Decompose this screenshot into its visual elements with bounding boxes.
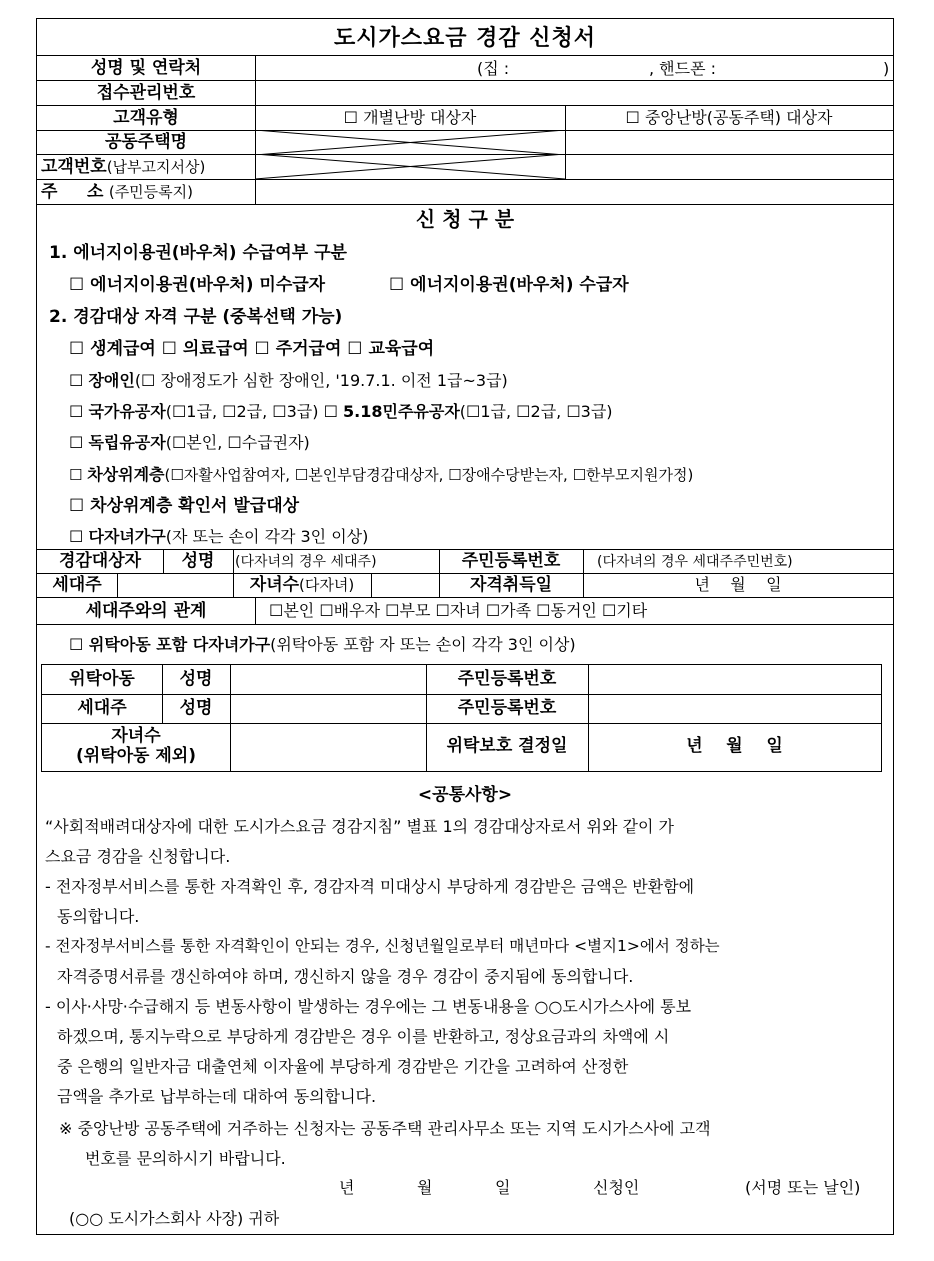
qualified-date-field[interactable]: 년 월 일 xyxy=(694,575,782,594)
common-p1-line2: 스요금 경감을 신청합니다. xyxy=(45,847,231,866)
foster-child-rrn-label: 주민등록번호 xyxy=(457,669,557,689)
relation-label: 세대주와의 관계 xyxy=(85,601,207,621)
voucher-heading: 1. 에너지이용권(바우처) 수급여부 구분 xyxy=(49,243,347,263)
veteran-option[interactable]: ☐ 국가유공자(☐1급, ☐2급, ☐3급) ☐ 5.18민주유공자(☐1급, ☐2급, ☐3급) xyxy=(69,402,613,421)
individual-heating-option[interactable]: ☐ 개별난방 대상자 xyxy=(343,108,477,127)
householder-label: 세대주 xyxy=(52,575,102,595)
note-line2: 번호를 문의하시기 바랍니다. xyxy=(85,1149,286,1168)
near-poor-cert-option[interactable]: ☐ 차상위계층 확인서 발급대상 xyxy=(69,496,300,516)
apartment-name-label: 공동주택명 xyxy=(104,132,188,152)
customer-no-label: 고객번호(납부고지서상) xyxy=(41,157,206,177)
disabled-option[interactable]: ☐ 장애인(☐ 장애정도가 심한 장애인, '19.7.1. 이전 1급~3급) xyxy=(69,371,508,390)
crossed-out-cell xyxy=(255,130,565,155)
addressee: (○○ 도시가스회사 사장) 귀하 xyxy=(69,1209,280,1228)
target-label: 경감대상자 xyxy=(58,551,142,571)
mobile-phone-field[interactable]: , 핸드폰 : xyxy=(649,59,717,78)
foster-table xyxy=(41,664,882,772)
foster-child-label: 위탁아동 xyxy=(69,669,135,689)
multichild-option[interactable]: ☐ 다자녀가구(자 또는 손이 각각 3인 이상) xyxy=(69,527,369,546)
applicant-label: 신청인 xyxy=(593,1178,640,1197)
sign-day: 일 xyxy=(495,1178,511,1197)
common-p3-line1: - 전자정부서비스를 통한 자격확인이 안되는 경우, 신청년월일로부터 매년마다 <별지1>에서 정하는 xyxy=(45,937,720,955)
voucher-non-recipient-option[interactable]: ☐ 에너지이용권(바우처) 미수급자 xyxy=(69,275,326,295)
central-heating-option[interactable]: ☐ 중앙난방(공동주택) 대상자 xyxy=(625,108,833,127)
common-p4-line2: 하겠으며, 통지누락으로 부당하게 경감받은 경우 이를 반환하고, 정상요금과의 차액에 시 xyxy=(57,1027,670,1046)
application-form xyxy=(36,18,894,1235)
common-p2-line1: - 전자정부서비스를 통한 자격확인 후, 경감자격 미대상시 부당하게 경감받은 금액은 반환함에 xyxy=(45,877,695,896)
relation-options[interactable]: ☐본인 ☐배우자 ☐부모 ☐자녀 ☐가족 ☐동거인 ☐기타 xyxy=(269,601,648,620)
signature-field[interactable]: (서명 또는 날인) xyxy=(745,1178,861,1197)
common-p4-line4: 금액을 추가로 납부하는데 대하여 동의합니다. xyxy=(57,1087,377,1106)
name-hint: (다자녀의 경우 세대주) xyxy=(235,554,377,570)
independence-option[interactable]: ☐ 독립유공자(☐본인, ☐수급권자) xyxy=(69,433,310,452)
decision-date-field[interactable]: 년 월 일 xyxy=(686,736,783,756)
foster-householder-label: 세대주 xyxy=(77,698,127,718)
foster-multichild-option[interactable]: ☐ 위탁아동 포함 다자녀가구(위탁아동 포함 자 또는 손이 각각 3인 이상) xyxy=(69,635,576,654)
foster-child-name-label: 성명 xyxy=(179,669,213,689)
crossed-out-cell xyxy=(255,154,565,179)
contact-close-paren: ) xyxy=(883,59,890,78)
name-label: 성명 xyxy=(181,551,215,571)
name-contact-label: 성명 및 연락처 xyxy=(90,58,202,78)
section-title: 신 청 구 분 xyxy=(415,207,515,231)
foster-householder-name-label: 성명 xyxy=(179,698,213,718)
common-heading: <공통사항> xyxy=(417,785,513,805)
benefit-options[interactable]: ☐ 생계급여 ☐ 의료급여 ☐ 주거급여 ☐ 교육급여 xyxy=(69,339,435,359)
near-poor-option[interactable]: ☐ 차상위계층(☐자활사업참여자, ☐본인부담경감대상자, ☐장애수당받는자, ☐한부모지원가정) xyxy=(69,465,694,484)
common-p3-line2: 자격증명서류를 갱신하여야 하며, 갱신하지 않을 경우 경감이 중지됨에 동의합니다. xyxy=(57,967,634,986)
common-p2-line2: 동의합니다. xyxy=(57,907,140,926)
foster-count-label-2: (위탁아동 제외) xyxy=(76,746,196,766)
home-phone-field[interactable]: (집 : xyxy=(477,59,510,78)
rrn-label: 주민등록번호 xyxy=(461,551,561,571)
qualified-date-label: 자격취득일 xyxy=(469,575,553,595)
common-p4-line1: - 이사·사망·수급해지 등 변동사항이 발생하는 경우에는 그 변동내용을 ○○도시가스사에 통보 xyxy=(45,997,692,1016)
receipt-no-label: 접수관리번호 xyxy=(96,83,196,103)
form-title: 도시가스요금 경감 신청서 xyxy=(333,26,597,51)
sign-month: 월 xyxy=(417,1178,433,1197)
foster-count-label-1: 자녀수 xyxy=(111,726,161,746)
decision-date-label: 위탁보호 결정일 xyxy=(446,736,568,756)
address-label: 주 소 (주민등록지) xyxy=(41,182,193,202)
sign-year: 년 xyxy=(339,1178,355,1197)
note-line1: ※ 중앙난방 공동주택에 거주하는 신청자는 공동주택 관리사무소 또는 지역 도시가스사에 고객 xyxy=(59,1119,711,1138)
common-p1-line1: “사회적배려대상자에 대한 도시가스요금 경감지침” 별표 1의 경감대상자로서 위와 같이 가 xyxy=(45,817,674,836)
customer-type-label: 고객유형 xyxy=(113,108,179,128)
voucher-recipient-option[interactable]: ☐ 에너지이용권(바우처) 수급자 xyxy=(389,275,629,295)
rrn-hint: (다자녀의 경우 세대주주민번호) xyxy=(597,554,793,570)
common-p4-line3: 중 은행의 일반자금 대출연체 이자율에 부당하게 경감받은 기간을 고려하여 산정한 xyxy=(57,1057,629,1076)
children-count-label: 자녀수(다자녀) xyxy=(249,575,355,595)
eligibility-heading: 2. 경감대상 자격 구분 (중복선택 가능) xyxy=(49,307,343,327)
foster-householder-rrn-label: 주민등록번호 xyxy=(457,698,557,718)
